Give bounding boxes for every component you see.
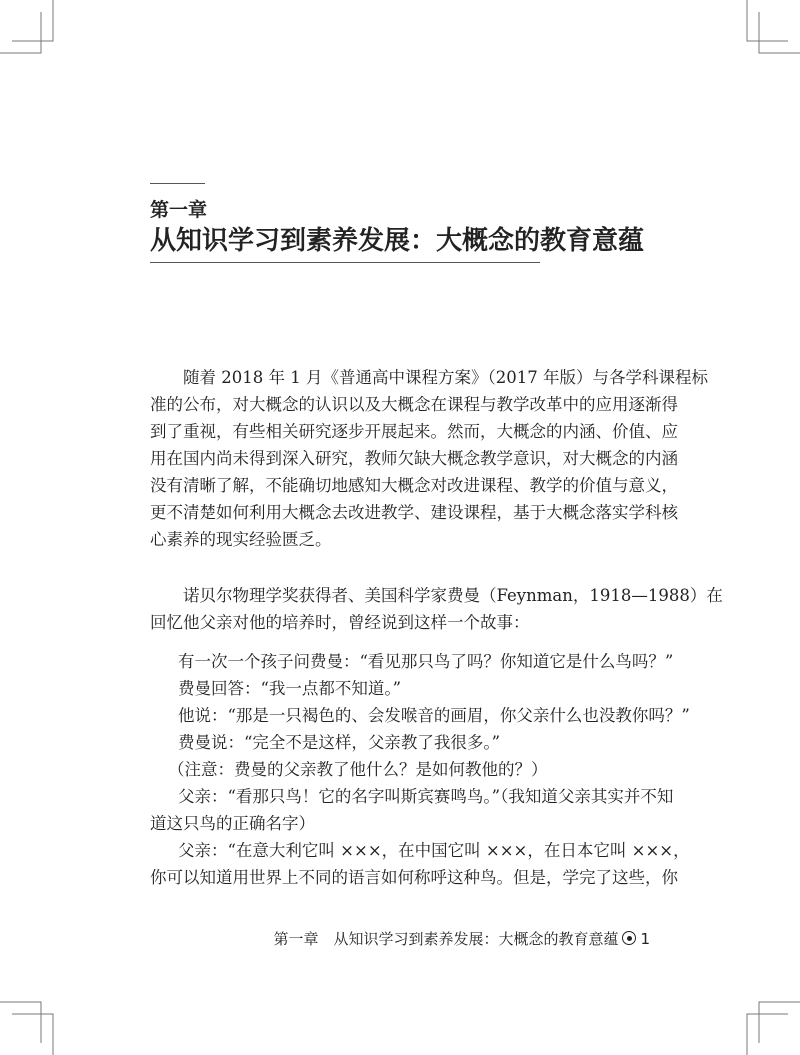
paragraph-line: 随着 2018 年 1 月《普通高中课程方案》（2017 年版）与各学科课程标 [183, 368, 708, 387]
paragraph-line: 用在国内尚未得到深入研究，教师欠缺大概念教学意识，对大概念的内涵 [150, 449, 678, 468]
dialogue-line: 费曼说：“完全不是这样，父亲教了我很多。” [178, 733, 501, 752]
page-footer [273, 928, 650, 950]
page-number: 1 [640, 930, 650, 948]
bullet-circle-icon [622, 931, 636, 945]
running-head: 第一章 从知识学习到素养发展：大概念的教育意蕴 [273, 930, 619, 948]
paragraph-line: 诺贝尔物理学奖获得者、美国科学家费曼（Feynman，1918—1988）在 [183, 586, 723, 605]
paragraph-line: 心素养的现实经验匮乏。 [150, 530, 332, 549]
chapter-top-rule [150, 183, 205, 184]
paragraph-line: 到了重视，有些相关研究逐步开展起来。然而，大概念的内涵、价值、应 [150, 422, 678, 441]
dialogue-line: 道这只鸟的正确名字） [150, 814, 315, 833]
chapter-bottom-rule [150, 262, 540, 263]
dialogue-line: 费曼回答：“我一点都不知道。” [178, 679, 402, 698]
dialogue-line: 父亲：“看那只鸟！它的名字叫斯宾赛鸣鸟。”（我知道父亲其实并不知 [178, 787, 674, 806]
paragraph-line: 准的公布，对大概念的认识以及大概念在课程与教学改革中的应用逐渐得 [150, 395, 678, 414]
paragraph-line: 更不清楚如何利用大概念去改进教学、建设课程，基于大概念落实学科核 [150, 503, 678, 522]
chapter-label: 第一章 [150, 199, 208, 221]
paragraph-line: 没有清晰了解，不能确切地感知大概念对改进课程、教学的价值与意义， [150, 476, 678, 495]
dialogue-line: 父亲：“在意大利它叫 ×××，在中国它叫 ×××，在日本它叫 ×××， [178, 841, 690, 860]
chapter-title: 从知识学习到素养发展：大概念的教育意蕴 [150, 226, 645, 256]
dialogue-line: 有一次一个孩子问费曼：“看见那只鸟了吗？你知道它是什么鸟吗？” [178, 652, 674, 671]
dialogue-line: 他说：“那是一只褐色的、会发喉音的画眉，你父亲什么也没教你吗？” [178, 706, 690, 725]
dialogue-line: 你可以知道用世界上不同的语言如何称呼这种鸟。但是，学完了这些，你 [150, 868, 678, 887]
dialogue-note: （注意：费曼的父亲教了他什么？是如何教他的？） [168, 760, 548, 779]
paragraph-line: 回忆他父亲对他的培养时，曾经说到这样一个故事： [150, 613, 530, 632]
